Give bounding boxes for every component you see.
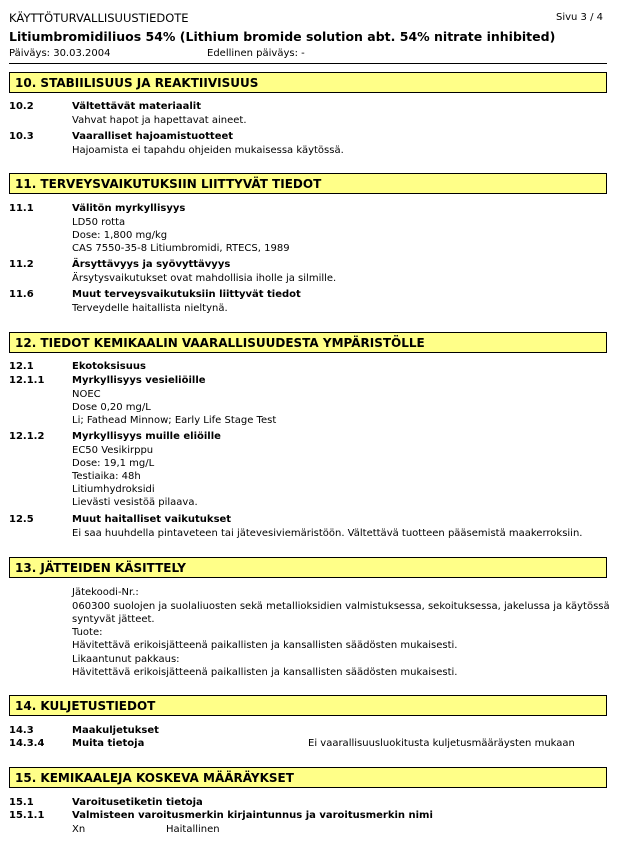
item-text: Tuote:	[72, 627, 103, 638]
item-heading: Maakuljetukset	[72, 725, 159, 736]
item-text: Ärsytysvaikutukset ovat mahdollisia iholle ja silmille.	[72, 273, 337, 284]
item-text: Ei saa huuhdella pintaveteen tai jätevesiviemäristöön. Vältettävä tuotteen pääsemistä maakerroksiin.	[72, 528, 583, 539]
item-number: 11.1	[9, 203, 34, 214]
item-text: CAS 7550-35-8 Litiumbromidi, RTECS, 1989	[72, 243, 290, 254]
item-text: Terveydelle haitallista nieltynä.	[72, 303, 228, 314]
issue-date: Päiväys: 30.03.2004	[9, 48, 111, 59]
item-number: 12.1	[9, 361, 34, 372]
item-text: Lievästi vesistöä pilaava.	[72, 497, 198, 508]
item-heading: Myrkyllisyys vesieliöille	[72, 375, 206, 386]
item-heading: Vältettävät materiaalit	[72, 101, 201, 112]
item-number: 11.6	[9, 289, 34, 300]
previous-date: Edellinen päiväys: -	[207, 48, 305, 59]
item-number: 12.5	[9, 514, 34, 525]
transport-note: Ei vaarallisuusluokitusta kuljetusmääräysten mukaan	[308, 738, 575, 749]
hazard-code: Xn	[72, 824, 86, 835]
item-text: Litiumhydroksidi	[72, 484, 155, 495]
item-number: 14.3.4	[9, 738, 45, 749]
item-text: syntyvät jätteet.	[72, 614, 155, 625]
section-11-header: 11. TERVEYSVAIKUTUKSIIN LIITTYVÄT TIEDOT	[9, 173, 607, 194]
item-text: Hävitettävä erikoisjätteenä paikallisten ja kansallisten säädösten mukaisesti.	[72, 640, 458, 651]
item-heading: Myrkyllisyys muille eliöille	[72, 431, 221, 442]
item-number: 15.1	[9, 797, 34, 808]
item-text: Hajoamista ei tapahdu ohjeiden mukaisessa käytössä.	[72, 145, 344, 156]
item-text: Hävitettävä erikoisjätteenä paikallisten ja kansallisten säädösten mukaisesti.	[72, 667, 458, 678]
document-type: KÄYTTÖTURVALLISUUSTIEDOTE	[9, 11, 189, 25]
page-number: Sivu 3 / 4	[556, 12, 604, 23]
item-heading: Välitön myrkyllisyys	[72, 203, 186, 214]
item-text: Testiaika: 48h	[72, 471, 141, 482]
item-text: Li; Fathead Minnow; Early Life Stage Test	[72, 415, 277, 426]
item-heading: Muita tietoja	[72, 738, 145, 749]
item-heading: Muut terveysvaikutuksiin liittyvät tiedot	[72, 289, 301, 300]
item-text: Jätekoodi-Nr.:	[72, 587, 139, 598]
section-13-header: 13. JÄTTEIDEN KÄSITTELY	[9, 557, 607, 578]
item-heading: Ekotoksisuus	[72, 361, 146, 372]
section-14-header: 14. KULJETUSTIEDOT	[9, 695, 607, 716]
item-number: 11.2	[9, 259, 34, 270]
item-heading: Ärsyttävyys ja syövyttävyys	[72, 259, 231, 270]
item-text: EC50 Vesikirppu	[72, 445, 154, 456]
item-number: 12.1.2	[9, 431, 45, 442]
section-15-header: 15. KEMIKAALEJA KOSKEVA MÄÄRÄYKSET	[9, 767, 607, 788]
item-text: LD50 rotta	[72, 217, 126, 228]
item-text: Dose: 1,800 mg/kg	[72, 230, 168, 241]
section-10-header: 10. STABIILISUUS JA REAKTIIVISUUS	[9, 72, 607, 93]
item-heading: Varoitusetiketin tietoja	[72, 797, 203, 808]
section-12-header: 12. TIEDOT KEMIKAALIN VAARALLISUUDESTA YMPÄRISTÖLLE	[9, 332, 607, 353]
item-text: Vahvat hapot ja hapettavat aineet.	[72, 115, 247, 126]
item-text: Likaantunut pakkaus:	[72, 654, 180, 665]
item-heading: Valmisteen varoitusmerkin kirjaintunnus ja varoitusmerkin nimi	[72, 810, 433, 821]
item-number: 14.3	[9, 725, 34, 736]
item-text: Dose: 19,1 mg/L	[72, 458, 155, 469]
item-heading: Muut haitalliset vaikutukset	[72, 514, 232, 525]
hazard-name: Haitallinen	[166, 824, 220, 835]
item-number: 10.2	[9, 101, 34, 112]
item-number: 15.1.1	[9, 810, 45, 821]
item-text: NOEC	[72, 389, 101, 400]
product-name: Litiumbromidiliuos 54% (Lithium bromide solution abt. 54% nitrate inhibited)	[9, 29, 556, 44]
item-text: 060300 suolojen ja suolaliuosten sekä metallioksidien valmistuksessa, sekoituksessa, jakelussa ja käytössä	[72, 601, 610, 612]
item-heading: Vaaralliset hajoamistuotteet	[72, 131, 234, 142]
item-number: 10.3	[9, 131, 34, 142]
item-number: 12.1.1	[9, 375, 45, 386]
header-rule	[9, 63, 607, 64]
item-text: Dose 0,20 mg/L	[72, 402, 151, 413]
